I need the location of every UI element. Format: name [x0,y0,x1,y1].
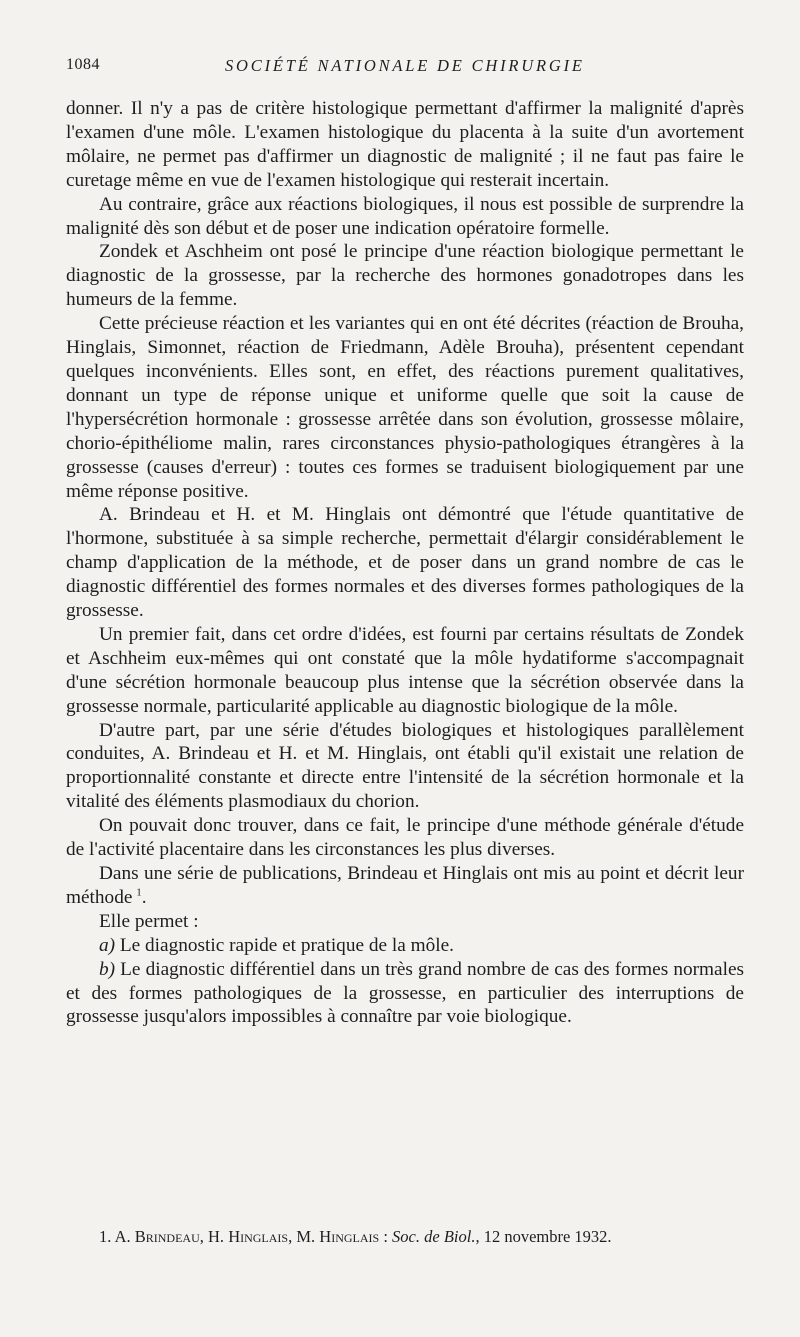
footnote-sep-3: : [379,1227,393,1246]
footnote-author-1: Brindeau [134,1227,200,1246]
paragraph-9 [66,862,744,910]
footnote-journal: Soc. de Biol. [392,1227,476,1246]
paragraph-9-end: . [141,886,147,908]
list-text-a: Le diagnostic rapide et pratique de la môle. [119,934,454,956]
body-text [66,97,744,1029]
list-item-b [66,958,744,1030]
paragraph-4: Cette précieuse réaction et les variantes qui en ont été décrites (réaction de Brouha, Hinglais, Simonnet, réaction de Friedmann, Adèle Brouha), présentent cependant quelques inconvénients. Elles sont, en effet, des réactions purement qualitatives, donnant un type de réponse unique et uniforme quelle que soit la cause de l'hypersécrétion hormonale : grossesse arrêtée dans son évolution, grossesse môlaire, chorio-épithéliome malin, rares circonstances physio-pathologiques étrangères à la grossesse (causes d'erreur) : toutes ces formes se traduisent biologiquement par une même réponse positive. [66,313,744,502]
paragraph-8: On pouvait donc trouver, dans ce fait, le principe d'une méthode générale d'étude de l'activité placentaire dans les circonstances les plus diverses. [66,815,744,861]
paragraph-6: Un premier fait, dans cet ordre d'idées, est fourni par certains résultats de Zondek et Aschheim eux-mêmes qui ont constaté que la môle hydatiforme s'accompagnait d'une sécrétion hormonale beaucoup plus intense que la sécrétion observée dans la grossesse normale, particularité applicable au diagnostic biologique de la môle. [66,623,744,717]
footnote-sep-2: , M. [288,1227,320,1246]
paragraph-7: D'autre part, par une série d'études biologiques et histologiques parallèlement conduites, A. Brindeau et H. et M. Hinglais, ont établi qu'il existait une relation de proportionnalité constante et directe entre l'intensité de la sécrétion hormonale et la vitalité des éléments plasmodiaux du chorion. [66,719,744,813]
page-number: 1084 [66,56,100,73]
footnote [99,1226,739,1248]
footnote-author-3: Hinglais [319,1227,380,1246]
paragraph-9-text: Dans une série de publications, Brindeau et Hinglais ont mis au point et décrit leur méthode [66,863,744,908]
paragraph-3: Zondek et Aschheim ont posé le principe d'une réaction biologique permettant le diagnostic de la grossesse, par la recherche des hormones gonadotropes dans les humeurs de la femme. [66,241,744,311]
list-text-b: Le diagnostic différentiel dans un très grand nombre de cas des formes normales et des formes pathologiques de la grossesse, en particulier des interruptions de grossesse jusqu'alors impossibles à connaître par voie biologique. [66,958,744,1028]
paragraph-5: A. Brindeau et H. et M. Hinglais ont démontré que l'étude quantitative de l'hormone, substituée à sa simple recherche, permettait d'élargir considérablement le champ d'application de la méthode, et de poser dans un grand nombre de cas le diagnostic différentiel des formes normales et des diverses formes pathologiques de la grossesse. [66,504,744,622]
footnote-prefix: A. [114,1227,135,1246]
footnote-reference[interactable]: 1 [136,886,142,899]
paragraph-2: Au contraire, grâce aux réactions biologiques, il nous est possible de surprendre la malignité dès son début et de poser une indication opératoire formelle. [66,193,744,239]
paragraph-10: Elle permet : [99,910,199,932]
paragraph-1: donner. Il n'y a pas de critère histologique permettant d'affirmer la malignité d'après l'examen d'une môle. L'examen histologique du placenta à la suite d'un avortement môlaire, ne permet pas d'affirmer un diagnostic de malignité ; il ne faut pas faire le curetage même en vue de l'examen histologique qui resterait incertain. [66,98,744,191]
footnote-author-2: Hinglais [228,1227,289,1246]
list-item-a [66,934,744,958]
footnote-date: , 12 novembre 1932. [475,1227,612,1246]
list-label-b: b) [99,958,116,980]
page-header [66,50,744,82]
list-label-a: a) [99,934,116,956]
running-head: SOCIÉTÉ NATIONALE DE CHIRURGIE [225,56,585,75]
footnote-sep-1: , H. [199,1227,229,1246]
footnote-number: 1. [99,1227,112,1246]
